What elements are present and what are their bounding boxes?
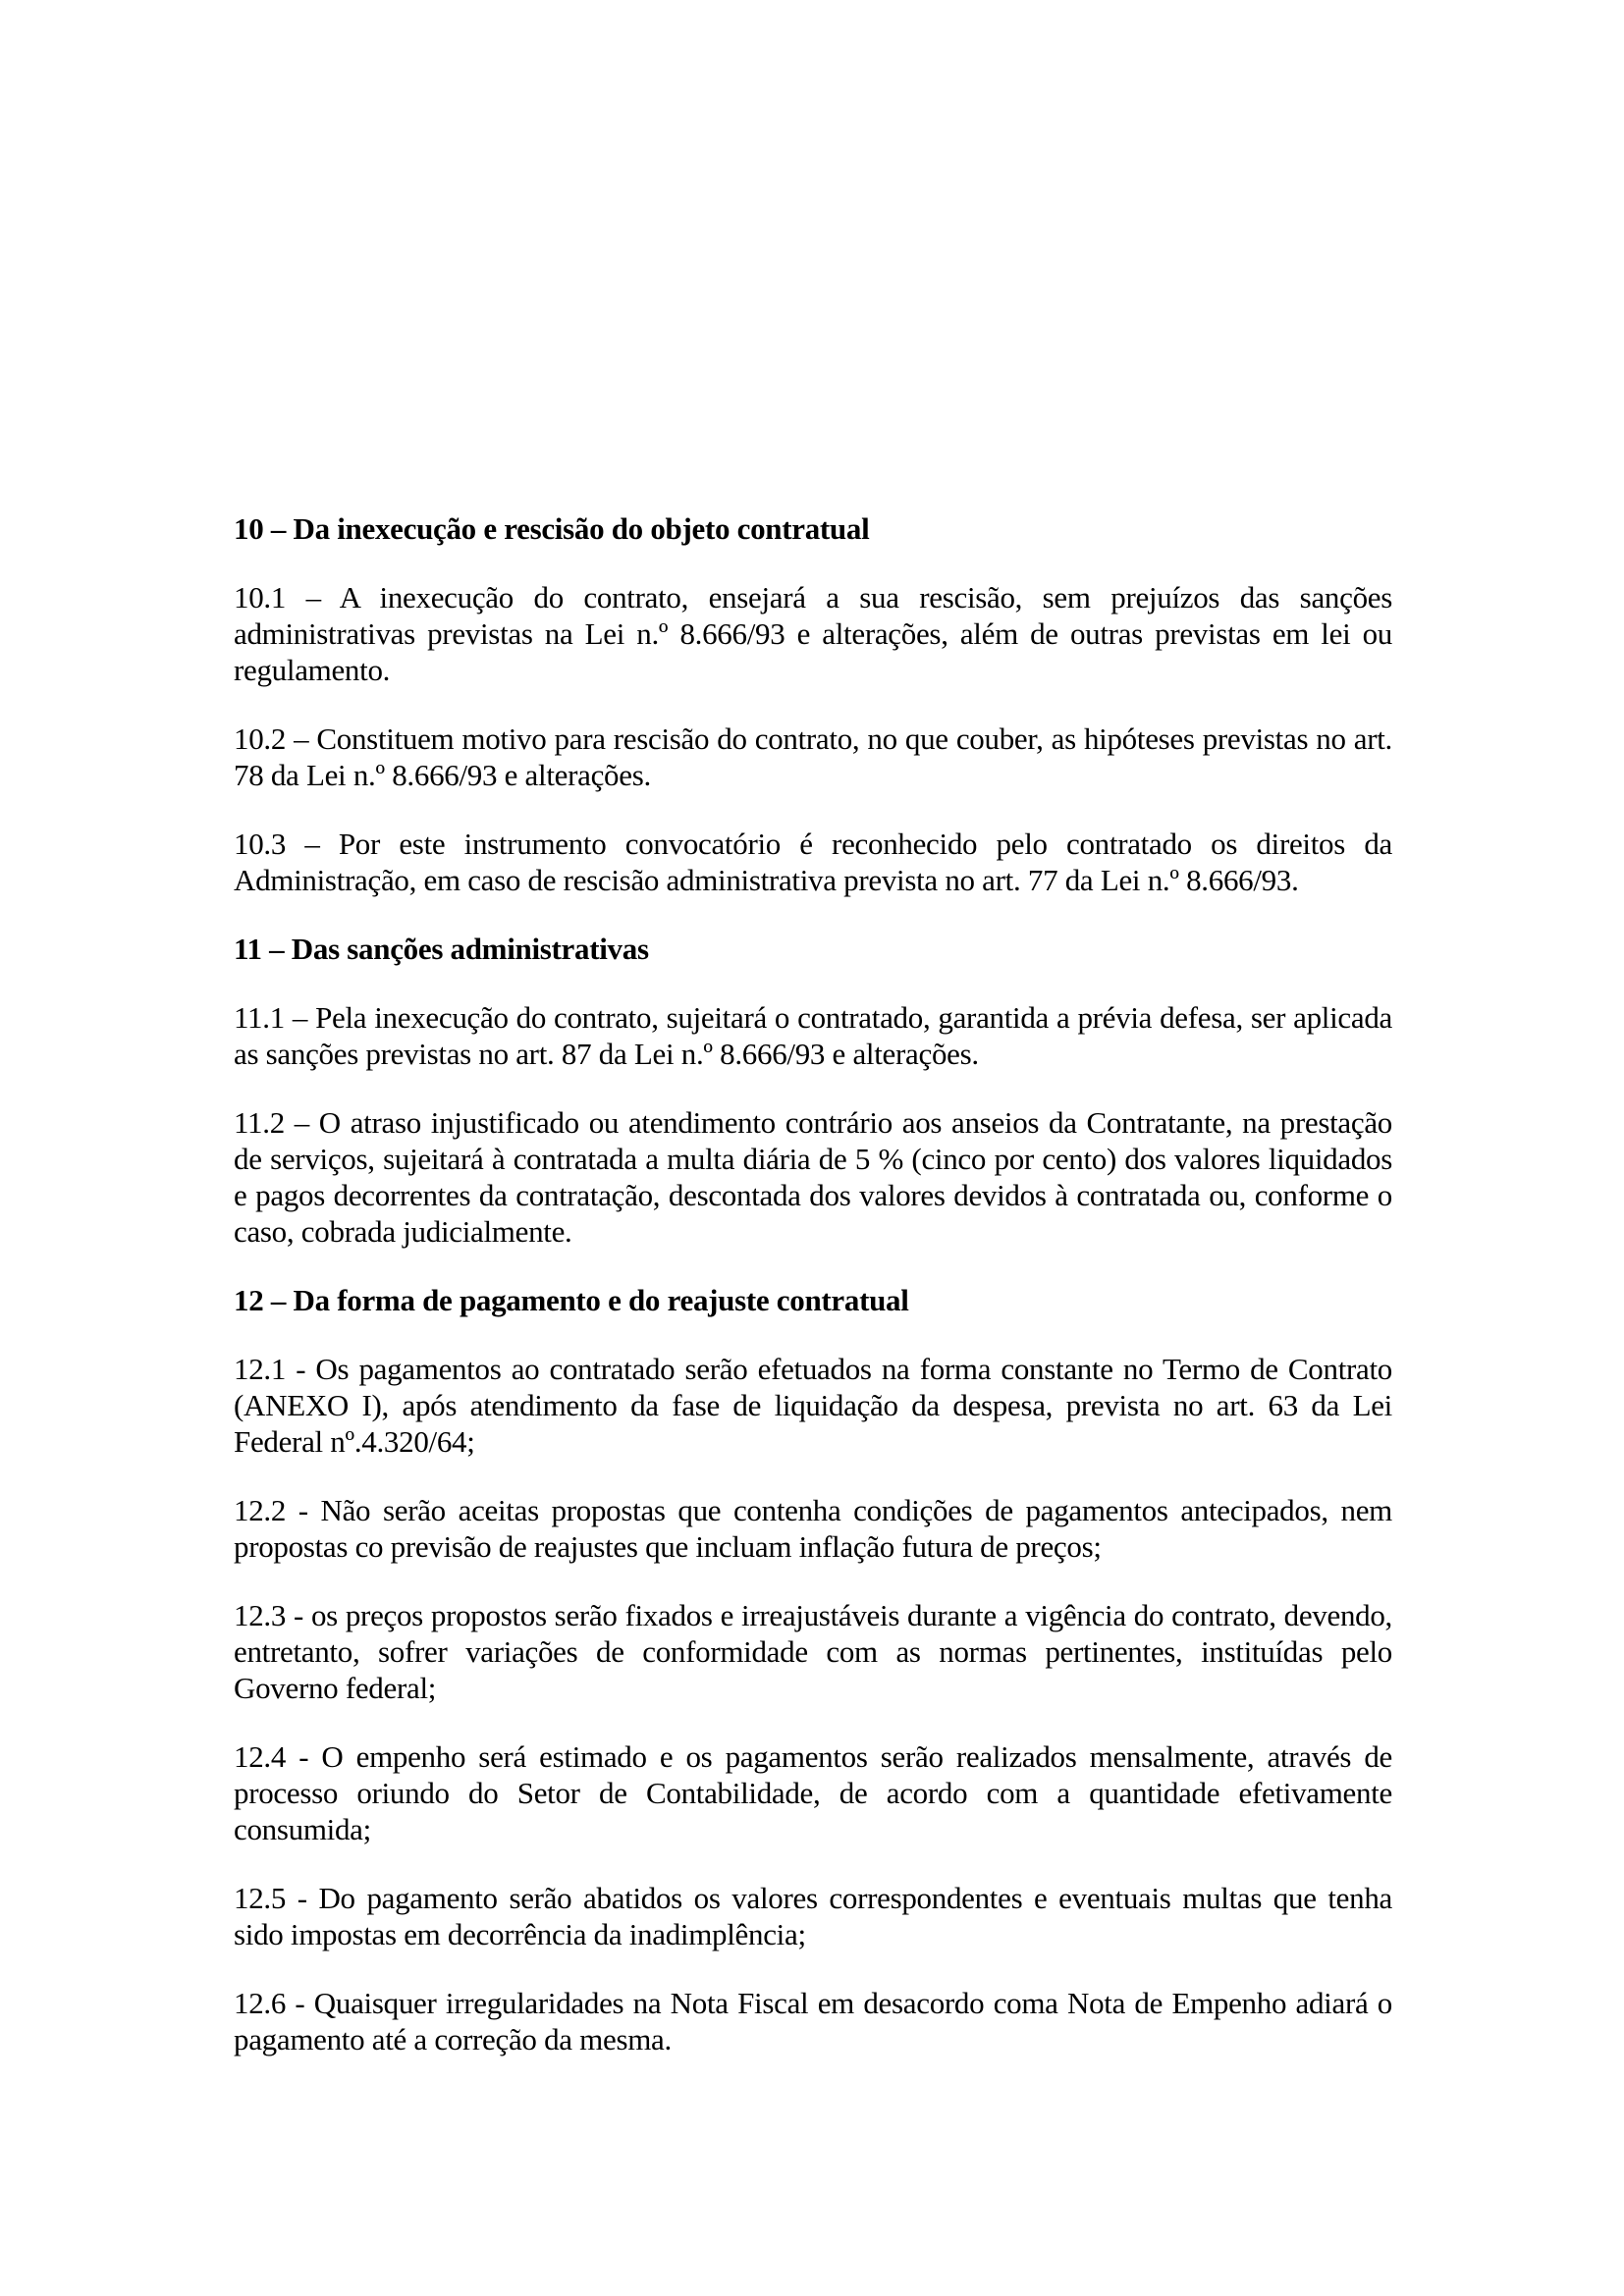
paragraph-12-4: 12.4 - O empenho será estimado e os pagamentos serão realizados mensalmente, através de processo oriundo do Setor de Contabilidade, de acordo com a quantidade efetivamente consumida; — [234, 1739, 1392, 1846]
section-12-heading: 12 – Da forma de pagamento e do reajuste contratual — [234, 1283, 909, 1317]
paragraph-12-1: 12.1 - Os pagamentos ao contratado serão efetuados na forma constante no Termo de Contrato (ANEXO I), após atendimento da fase de liquidação da despesa, prevista no art. 63 da Lei Federal nº.4.320/64; — [234, 1352, 1392, 1459]
section-10-heading: 10 – Da inexecução e rescisão do objeto contratual — [234, 511, 870, 546]
paragraph-12-5: 12.5 - Do pagamento serão abatidos os valores correspondentes e eventuais multas que tenha sido impostas em decorrência da inadimplência; — [234, 1881, 1392, 1951]
paragraph-10-2: 10.2 – Constituem motivo para rescisão do contrato, no que couber, as hipóteses previstas no art. 78 da Lei n.º 8.666/93 e alterações. — [234, 721, 1392, 792]
paragraph-12-2: 12.2 - Não serão aceitas propostas que contenha condições de pagamentos antecipados, nem propostas co previsão de reajustes que incluam inflação futura de preços; — [234, 1493, 1392, 1564]
paragraph-12-6: 12.6 - Quaisquer irregularidades na Nota Fiscal em desacordo coma Nota de Empenho adiará o pagamento até a correção da mesma. — [234, 1986, 1392, 2056]
paragraph-10-3: 10.3 – Por este instrumento convocatório é reconhecido pelo contratado os direitos da Administração, em caso de rescisão administrativa prevista no art. 77 da Lei n.º 8.666/93. — [234, 827, 1392, 897]
paragraph-12-3: 12.3 - os preços propostos serão fixados e irreajustáveis durante a vigência do contrato, devendo, entretanto, sofrer variações de conformidade com as normas pertinentes, instituídas pelo Governo federal; — [234, 1598, 1392, 1705]
paragraph-11-1: 11.1 – Pela inexecução do contrato, sujeitará o contratado, garantida a prévia defesa, ser aplicada as sanções previstas no art. 87 da Lei n.º 8.666/93 e alterações. — [234, 1000, 1392, 1071]
paragraph-11-2: 11.2 – O atraso injustificado ou atendimento contrário aos anseios da Contratante, na prestação de serviços, sujeitará à contratada a multa diária de 5 % (cinco por cento) dos valores liquidados e pagos decorrentes da contratação, descontada dos valores devidos à contratada ou, conforme o caso, cobrada judicialmente. — [234, 1105, 1392, 1249]
page-content — [234, 510, 1392, 2057]
paragraph-10-1: 10.1 – A inexecução do contrato, ensejará a sua rescisão, sem prejuízos das sanções administrativas previstas na Lei n.º 8.666/93 e alterações, além de outras previstas em lei ou regulamento. — [234, 580, 1392, 687]
section-11-heading: 11 – Das sanções administrativas — [234, 932, 649, 966]
